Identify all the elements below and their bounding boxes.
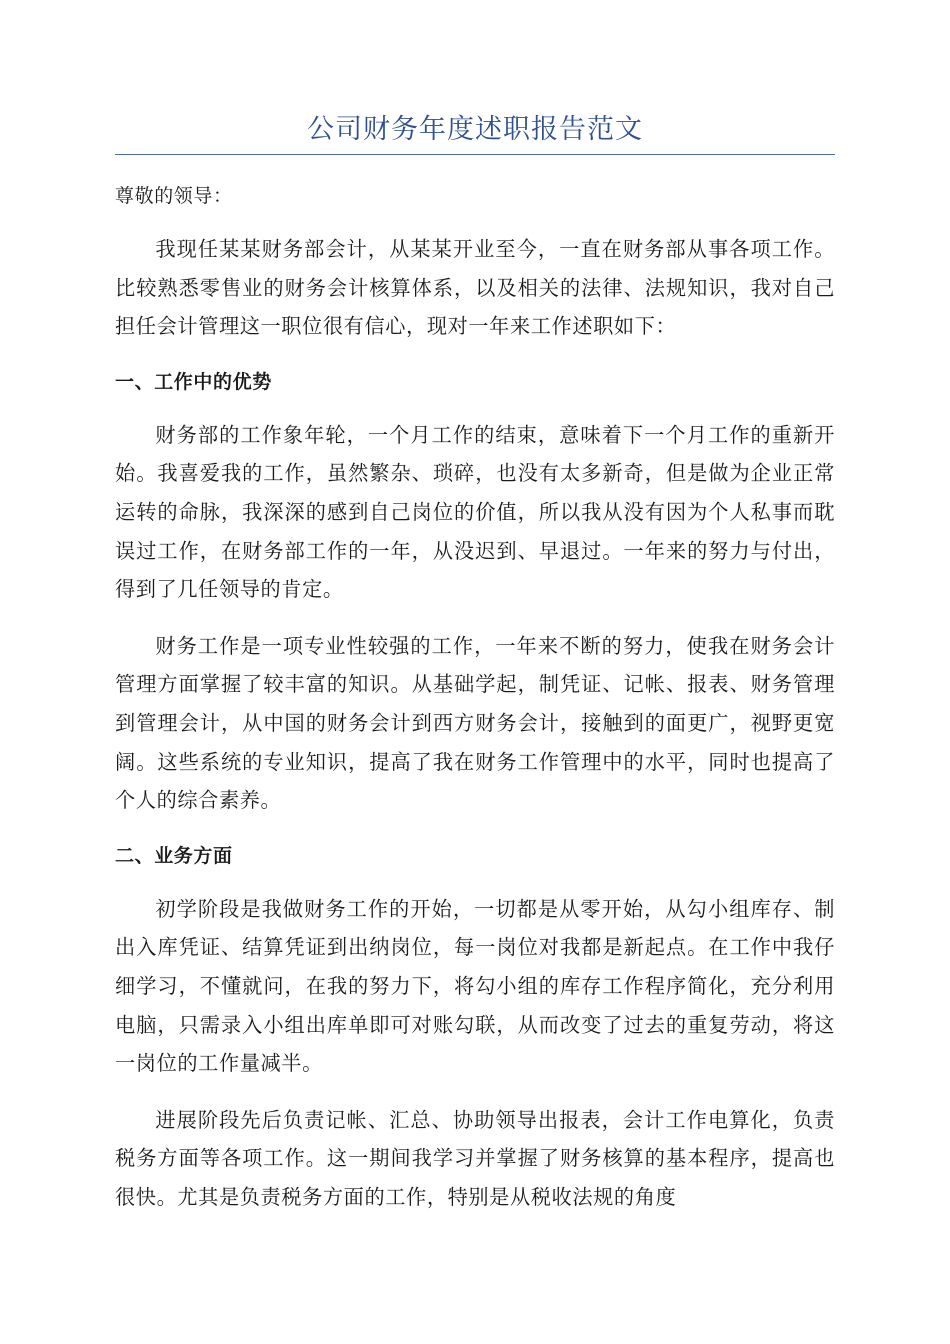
paragraph-advantages-2: 财务工作是一项专业性较强的工作，一年来不断的努力，使我在财务会计管理方面掌握了较丰富的知识。从基础学起，制凭证、记帐、报表、财务管理到管理会计，从中国的财务会计到西方财务会计，接触到的面更广，视野更宽阔。这些系统的专业知识，提高了我在财务工作管理中的水平，同时也提高了个人的综合素养。 (115, 633, 835, 813)
salutation: 尊敬的领导： (115, 185, 233, 207)
title-underline (115, 154, 835, 155)
paragraph-business-1: 初学阶段是我做财务工作的开始，一切都是从零开始，从勾小组库存、制出入库凭证、结算凭证到出纳岗位，每一岗位对我都是新起点。在工作中我仔细学习，不懂就问，在我的努力下，将勾小组的库存工作程序简化，充分利用电脑，只需录入小组出库单即可对账勾联，从而改变了过去的重复劳动，将这一岗位的工作量减半。 (115, 896, 835, 1076)
paragraph-business-2: 进展阶段先后负责记帐、汇总、协助领导出报表，会计工作电算化，负责税务方面等各项工作。这一期间我学习并掌握了财务核算的基本程序，提高也很快。尤其是负责税务方面的工作，特别是从税收法规的角度 (115, 1107, 835, 1209)
paragraph-intro: 我现任某某财务部会计，从某某开业至今，一直在财务部从事各项工作。比较熟悉零售业的财务会计核算体系，以及相关的法律、法规知识，我对自己担任会计管理这一职位很有信心，现对一年来工作述职如下： (115, 237, 835, 339)
paragraph-advantages-1: 财务部的工作象年轮，一个月工作的结束，意味着下一个月工作的重新开始。我喜爱我的工作，虽然繁杂、琐碎，也没有太多新奇，但是做为企业正常运转的命脉，我深深的感到自己岗位的价值，所以我从没有因为个人私事而耽误过工作，在财务部工作的一年，从没迟到、早退过。一年来的努力与付出，得到了几任领导的肯定。 (115, 422, 835, 602)
document-title: 公司财务年度述职报告范文 (307, 114, 643, 145)
document-body (115, 178, 835, 1234)
section-heading-advantages: 一、工作中的优势 (115, 370, 272, 393)
section-heading-business: 二、业务方面 (115, 844, 233, 867)
